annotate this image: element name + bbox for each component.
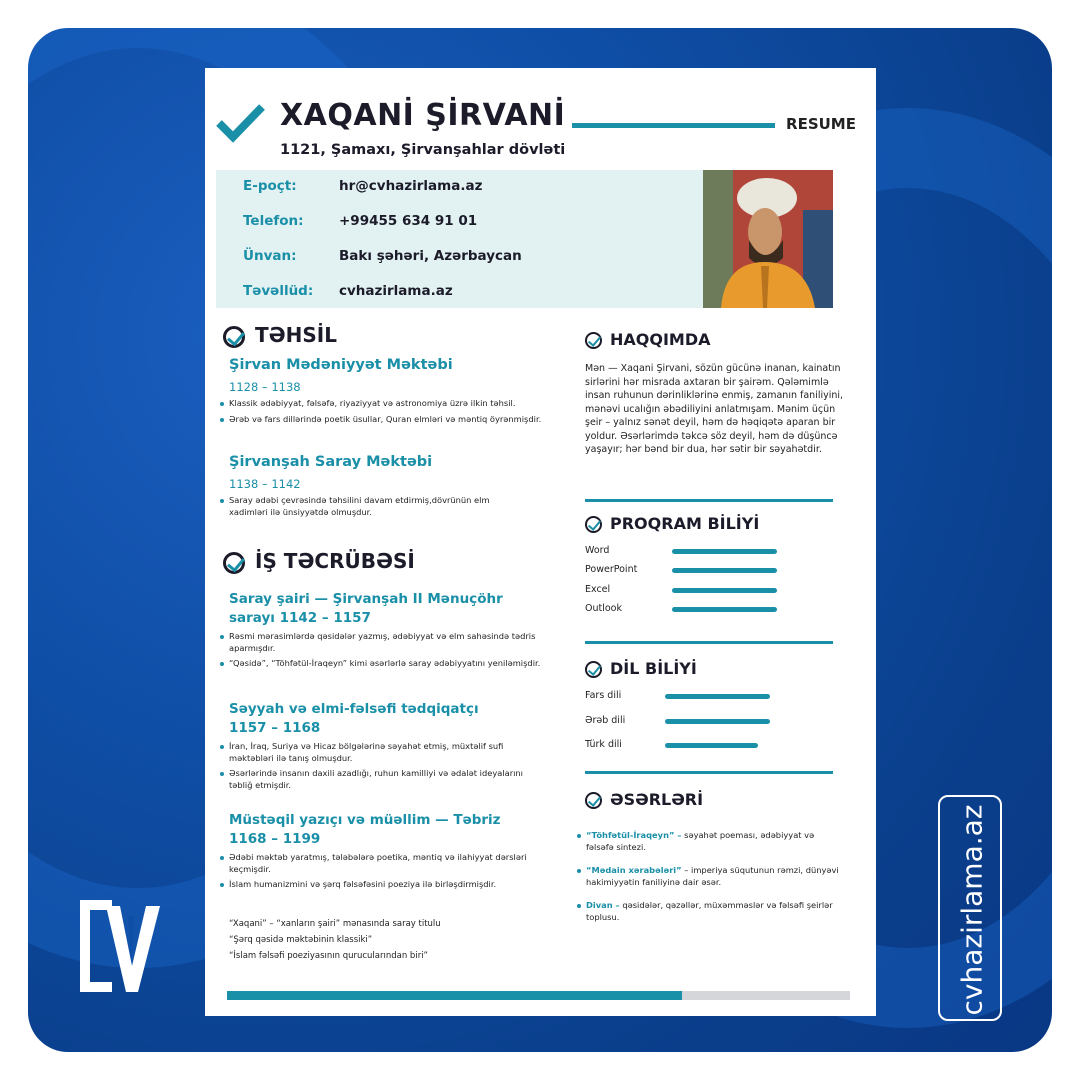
skill-name: Ərəb dili xyxy=(585,714,626,726)
skill-level-bar xyxy=(672,549,777,554)
section-divider xyxy=(585,771,833,774)
school-years: 1128 – 1138 xyxy=(229,380,301,394)
experience-bullets xyxy=(219,741,549,795)
experience-heading xyxy=(223,549,415,574)
footer-progress-bar xyxy=(227,991,850,1000)
education-bullets xyxy=(219,495,529,522)
experience-bullets xyxy=(219,852,549,895)
software-heading xyxy=(585,514,759,533)
skill-name: Fars dili xyxy=(585,690,622,701)
quote-line: “İslam fəlsəfi poeziyasının qurucularından biri” xyxy=(229,951,428,961)
section-divider xyxy=(585,641,833,644)
work-name: Divan – xyxy=(586,900,620,910)
check-circle-icon xyxy=(223,552,245,574)
skill-name: PowerPoint xyxy=(585,564,638,576)
about-text: Mən — Xaqani Şirvani, sözün gücünə inanan, kainatın sirlərini hər misrada axtaran bir şairəm. Qələmimlə insan ruhunun dərinliklərinə enmiş, zamanın faniliyini, mənəvi ucalığın əbədiliyini anlatmışam. Mənim üçün şeir – yalnız sənət deyil, həm də həqiqətə aparan bir yoldur. Əsərlərimdə təkcə söz deyil, həm də düşüncə yaşayır; hər bənd bir dua, hər sətir bir səyahətdir. xyxy=(585,363,844,455)
job-title: Səyyah və elmi-fəlsəfi tədqiqatçı 1157 – 1168 xyxy=(229,701,479,736)
school-name: Şirvanşah Saray Məktəbi xyxy=(229,454,433,470)
list-item: Ərəb və fars dillərində poetik üsullar, Quran elmləri və məntiq öyrənmişdir. xyxy=(219,414,559,426)
list-item: Ədəbi məktəb yaratmış, tələbələrə poetika, məntiq və ilahiyyat dərsləri keçmişdir. xyxy=(219,852,549,875)
about-heading xyxy=(585,330,711,349)
work-desc: – imperiya süqutunun rəmzi, dünyəvi hakimiyyətin faniliyinə dair əsər. xyxy=(586,865,839,887)
languages-heading xyxy=(585,659,697,678)
person-name: XAQANİ ŞİRVANİ xyxy=(280,98,566,133)
section-divider xyxy=(585,499,833,502)
works-list xyxy=(576,830,841,935)
skill-level-bar xyxy=(672,568,777,573)
experience-bullets xyxy=(219,631,549,674)
list-item xyxy=(576,865,841,888)
quote-list xyxy=(229,916,549,964)
list-item: “Qəsidə”, “Töhfətül-İraqeyn” kimi əsərlərlə saray ədəbiyyatını yeniləmişdir. xyxy=(219,658,549,670)
languages-title: DİL BİLİYİ xyxy=(610,659,697,678)
skill-name: Excel xyxy=(585,583,611,595)
resume-label: RESUME xyxy=(786,115,856,133)
birth-value: cvhazirlama.az xyxy=(339,283,453,299)
contact-label: E-poçt: xyxy=(243,178,297,194)
school-years: 1138 – 1142 xyxy=(229,477,301,491)
education-heading xyxy=(223,323,337,348)
birth-info: 1121, Şamaxı, Şirvanşahlar dövləti xyxy=(280,142,566,158)
quote-line: “Xaqani” – “xanların şairi” mənasında saray titulu xyxy=(229,919,441,929)
list-item: İslam humanizmini və şərq fəlsəfəsini poeziya ilə birləşdirmişdir. xyxy=(219,879,549,891)
about-title: HAQQIMDA xyxy=(610,330,711,349)
resume-sheet xyxy=(205,68,876,1016)
list-item: Əsərlərində insanın daxili azadlığı, ruhun kamilliyi və ədalət ideyalarını təbliğ etmişdir. xyxy=(219,768,549,791)
contact-label: Ünvan: xyxy=(243,248,297,264)
list-item xyxy=(576,900,841,923)
check-circle-icon xyxy=(585,661,602,678)
phone-value[interactable]: +99455 634 91 01 xyxy=(339,213,478,229)
site-badge[interactable] xyxy=(938,795,1002,1021)
skill-level-bar xyxy=(672,607,777,612)
works-title: ƏSƏRLƏRİ xyxy=(610,790,704,809)
work-name: “Mədain xərabələri” xyxy=(586,865,682,875)
work-name: “Töhfətül-İraqeyn” – xyxy=(586,830,682,840)
list-item xyxy=(576,830,841,853)
header-rule xyxy=(572,123,775,128)
list-item: Klassik ədəbiyyat, fəlsəfə, riyaziyyat və astronomiya üzrə ilkin təhsil. xyxy=(219,398,559,410)
education-title: TƏHSİL xyxy=(255,323,337,347)
skill-name: Word xyxy=(585,545,610,556)
email-value[interactable]: hr@cvhazirlama.az xyxy=(339,178,483,194)
job-title: Müstəqil yazıçı və müəllim — Təbriz 1168 – 1199 xyxy=(229,812,501,847)
list-item: Rəsmi mərasimlərdə qəsidələr yazmış, ədəbiyyat və elm sahəsində tədris aparmışdır. xyxy=(219,631,549,654)
check-circle-icon xyxy=(585,792,602,809)
cv-logo-icon xyxy=(76,896,162,996)
job-title: Saray şairi — Şirvanşah II Mənuçöhr sarayı 1142 – 1157 xyxy=(229,591,503,626)
check-circle-icon xyxy=(585,332,602,349)
skill-level-bar xyxy=(665,719,770,724)
check-circle-icon xyxy=(223,326,245,348)
contact-label: Təvəllüd: xyxy=(243,283,314,299)
skill-level-bar xyxy=(665,694,770,699)
contact-box xyxy=(216,170,705,308)
software-title: PROQRAM BİLİYİ xyxy=(610,514,760,533)
contact-label: Telefon: xyxy=(243,213,304,229)
list-item: İran, İraq, Suriya və Hicaz bölgələrinə səyahət etmiş, müxtəlif sufi məktəbləri ilə tanış olmuşdur. xyxy=(219,741,549,764)
check-circle-icon xyxy=(585,516,602,533)
works-heading xyxy=(585,790,703,809)
experience-title: İŞ TƏCRÜBƏSİ xyxy=(255,549,415,573)
quote-line: “Şərq qəsidə məktəbinin klassiki” xyxy=(229,935,373,945)
portrait-illustration xyxy=(703,170,833,308)
skill-name: Türk dili xyxy=(585,739,622,750)
checkmark-icon xyxy=(216,103,266,143)
education-bullets xyxy=(219,398,559,429)
address-value: Bakı şəhəri, Azərbaycan xyxy=(339,248,522,264)
school-name: Şirvan Mədəniyyət Məktəbi xyxy=(229,357,453,373)
list-item: Saray ədəbi çevrəsində təhsilini davam etdirmiş,dövrünün elm xadimləri ilə ünsiyyətdə olmuşdur. xyxy=(219,495,529,518)
footer-progress-fill xyxy=(227,991,682,1000)
work-desc: səyahət poeması, ədəbiyyat və fəlsəfə sintezi. xyxy=(586,830,815,852)
work-desc: qəsidələr, qəzəllər, müxəmməslər və fəlsəfi şeirlər toplusu. xyxy=(586,900,833,922)
skill-level-bar xyxy=(672,588,777,593)
portrait-photo xyxy=(703,170,833,308)
site-url-vertical[interactable]: cvhazirlama.az xyxy=(955,804,989,1016)
skill-name: Outlook xyxy=(585,602,622,614)
skill-level-bar xyxy=(665,743,758,748)
